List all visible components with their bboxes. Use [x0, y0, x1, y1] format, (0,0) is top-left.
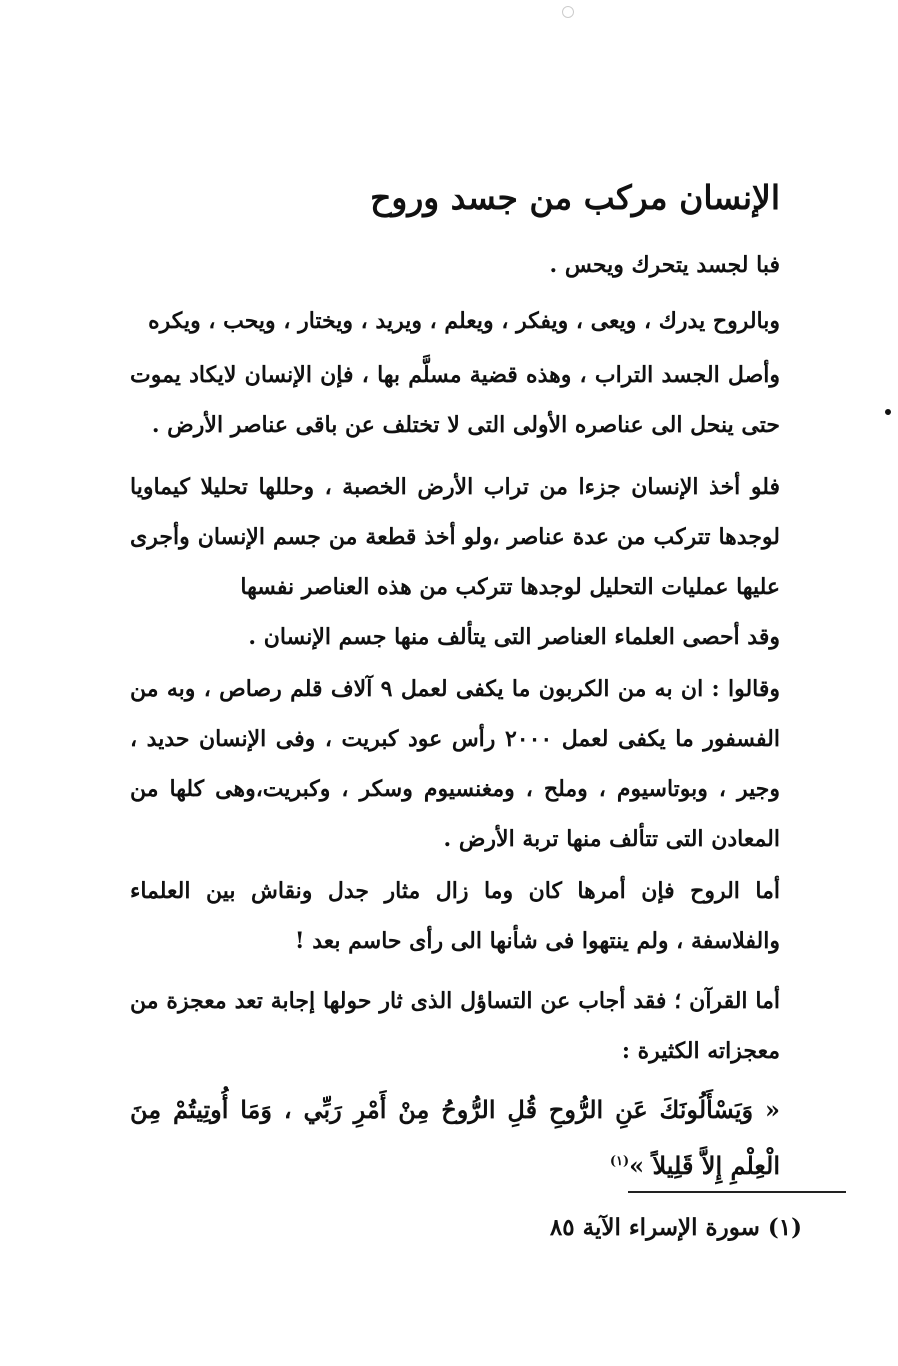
- footnote-divider: [628, 1191, 846, 1193]
- footnote: (١) سورة الإسراء الآية ٨٥: [549, 1214, 802, 1241]
- footnote-mark: (١): [609, 1154, 630, 1169]
- paragraph-3: وأصل الجسد التراب ، وهذه قضية مسلَّم بها ، فإن الإنسان لايكاد يموت حتى ينحل الى عناصره الأولى التى لا تختلف عن باقى عناصر الأرض .: [130, 362, 780, 438]
- paragraph-6: وقالوا : ان به من الكربون ما يكفى لعمل ٩ آلاف قلم رصاص ، وبه من الفسفور ما يكفى لعمل ٢٠٠٠ رأس عود كبريت ، وفى الإنسان حديد ، وجير ، وبوتاسيوم ، وملح ، ومغنسيوم وسكر ، وكبريت،وهى كلها من المعادن التى تتألف منها تربة الأرض .: [130, 676, 781, 852]
- paper-speck: [562, 6, 574, 18]
- paragraph-7: أما الروح فإن أمرها كان وما زال مثار جدل ونقاش بين العلماء والفلاسفة ، ولم ينتهوا فى شأنها الى رأى حاسم بعد !: [130, 878, 780, 954]
- page-heading: الإنسان مركب من جسد وروح: [370, 178, 780, 217]
- paragraph-5: وقد أحصى العلماء العناصر التى يتألف منها جسم الإنسان .: [248, 624, 780, 650]
- quote-text: « وَيَسْأَلُونَكَ عَنِ الرُّوحِ قُلِ الرُّوحُ مِنْ أَمْرِ رَبِّي ، وَمَا أُوتِيتُمْ مِنَ الْعِلْمِ إِلاَّ قَلِيلاً »: [130, 1095, 780, 1180]
- margin-dot: [885, 409, 891, 415]
- paragraph-2: وبالروح يدرك ، ويعى ، ويفكر ، ويعلم ، ويريد ، ويختار ، ويحب ، ويكره: [148, 308, 780, 334]
- quran-quote: [130, 1084, 780, 1192]
- paragraph-4: فلو أخذ الإنسان جزءا من تراب الأرض الخصبة ، وحللها تحليلا كيماويا لوجدها تتركب من عدة عناصر ،ولو أخذ قطعة من جسم الإنسان وأجرى عليها عمليات التحليل لوجدها تتركب من هذه العناصر نفسها: [130, 474, 780, 600]
- paragraph-1: فبا لجسد يتحرك ويحس .: [549, 252, 780, 278]
- paragraph-8: أما القرآن ؛ فقد أجاب عن التساؤل الذى ثار حولها إجابة تعد معجزة من معجزاته الكثيرة :: [130, 988, 780, 1064]
